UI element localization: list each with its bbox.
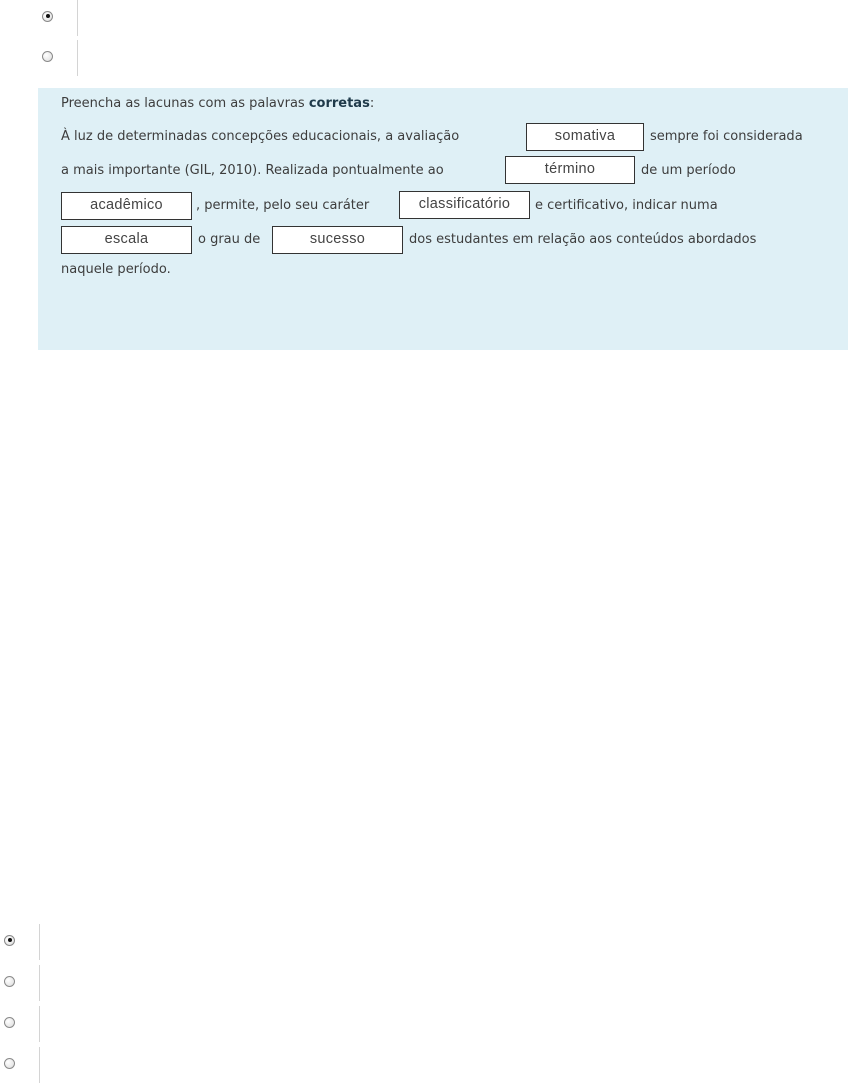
top-option-1[interactable]: [42, 0, 53, 38]
option-divider: [39, 1047, 40, 1083]
bottom-option-1[interactable]: [4, 924, 15, 962]
radio-checked-icon[interactable]: [42, 11, 53, 22]
instruction-text: Preencha as lacunas com as palavras: [61, 96, 309, 111]
radio-unchecked-icon[interactable]: [4, 1017, 15, 1028]
question-text: sempre foi considerada: [650, 129, 803, 144]
blank-slot-5[interactable]: escala: [61, 226, 192, 254]
question-text: , permite, pelo seu caráter: [196, 198, 370, 213]
bottom-option-2[interactable]: [4, 965, 15, 1003]
question-text: e certificativo, indicar numa: [535, 198, 718, 213]
option-divider: [39, 1006, 40, 1042]
option-divider: [39, 924, 40, 960]
fill-in-blanks-question: [38, 88, 848, 350]
question-text: o grau de: [198, 232, 261, 247]
option-divider: [77, 0, 78, 36]
radio-unchecked-icon[interactable]: [4, 1058, 15, 1069]
radio-unchecked-icon[interactable]: [4, 976, 15, 987]
blank-slot-4[interactable]: classificatório: [399, 191, 530, 219]
question-text: de um período: [641, 163, 736, 178]
radio-checked-icon[interactable]: [4, 935, 15, 946]
bottom-option-3[interactable]: [4, 1006, 15, 1044]
instruction-bold: corretas: [308, 96, 370, 111]
question-text: À luz de determinadas concepções educacionais, a avaliação: [61, 129, 460, 144]
top-option-2[interactable]: [42, 40, 53, 78]
bottom-option-4[interactable]: [4, 1047, 15, 1085]
blank-slot-2[interactable]: término: [505, 156, 635, 184]
option-divider: [77, 40, 78, 76]
blank-slot-6[interactable]: sucesso: [272, 226, 403, 254]
question-text: a mais importante (GIL, 2010). Realizada pontualmente ao: [61, 163, 444, 178]
question-text: dos estudantes em relação aos conteúdos abordados: [409, 232, 757, 247]
option-divider: [39, 965, 40, 1001]
radio-unchecked-icon[interactable]: [42, 51, 53, 62]
instruction-colon: :: [369, 96, 375, 111]
question-text: naquele período.: [61, 262, 171, 277]
blank-slot-3[interactable]: acadêmico: [61, 192, 192, 220]
question-instruction: [61, 94, 374, 114]
blank-slot-1[interactable]: somativa: [526, 123, 644, 151]
